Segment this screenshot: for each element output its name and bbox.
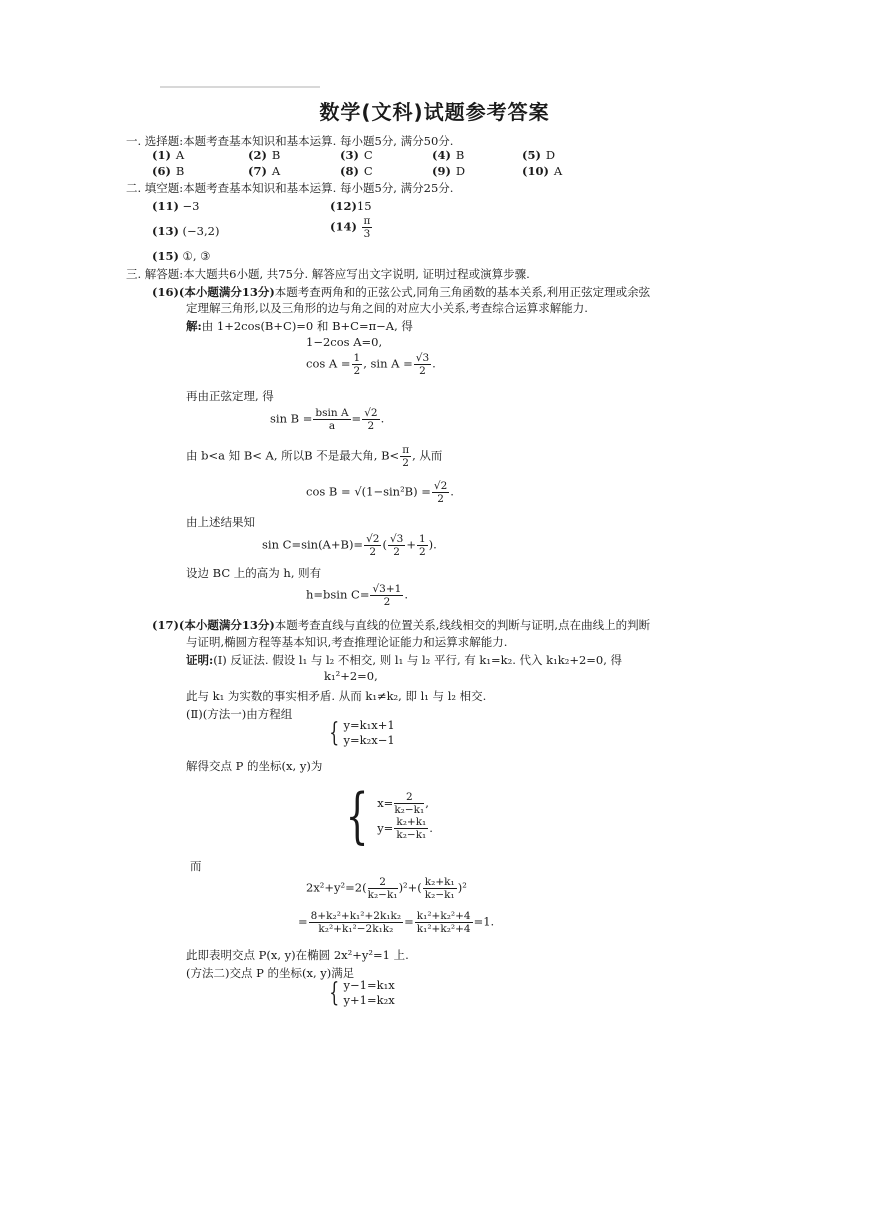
choice-answer-3: (3) C xyxy=(340,148,373,162)
answer-11: (11) −3 xyxy=(152,199,200,213)
q16-desc-line2: 定理解三角形,以及三角形的边与角之间的对应大小关系,考查综合运算求解能力. xyxy=(186,301,588,315)
q17-desc-line2: 与证明,椭圆方程等基本知识,考查推理论证能力和运算求解能力. xyxy=(186,635,508,649)
q17-solution-xy: { x= $\frac{2}{\text{k₂−k₁}}$ , y= $\frac{\text{k₂+k₁}}{\text{k₂−k₁}}$ . xyxy=(345,781,433,851)
q16-height: 设边 BC 上的高为 h, 则有 xyxy=(186,566,322,580)
choice-answer-1: (1) A xyxy=(152,148,185,162)
choice-answer-5: (5) D xyxy=(522,148,556,162)
q17-and: 而 xyxy=(190,859,202,873)
section-3-heading: 三. 解答题:本大题共6小题, 共75分. 解答应写出文字说明, 证明过程或演算步骤. xyxy=(126,267,530,281)
answer-15: (15) ①, ③ xyxy=(152,249,211,263)
choice-answer-9: (9) D xyxy=(432,164,466,178)
q16-eq4: cos B = √(1−sin²B) = $\frac{√2}{2}$ . xyxy=(306,480,454,505)
q16-solution-intro: 解:由 1+2cos(B+C)=0 和 B+C=π−A, 得 xyxy=(186,319,413,333)
choice-answer-6: (6) B xyxy=(152,164,185,178)
q16-eq2: cos A = $\frac{1}{2}$ , sin A = $\frac{√3}{2}$ . xyxy=(306,352,436,377)
choice-answer-7: (7) A xyxy=(248,164,281,178)
q17-ellipse-eq1: 2x²+y²=2( $\frac{2}{\text{k₂−k₁}}$ )²+( $\frac{\text{k₂+k₁}}{\text{k₂−k₁}}$ )² xyxy=(306,876,467,901)
scan-artifact xyxy=(160,86,320,88)
q17-conclusion: 此即表明交点 P(x, y)在椭圆 2x²+y²=1 上. xyxy=(186,948,409,962)
q16-result: 由上述结果知 xyxy=(186,515,255,529)
q16-sine-law: 再由正弦定理, 得 xyxy=(186,389,274,403)
choice-answer-8: (8) C xyxy=(340,164,373,178)
section-2-heading: 二. 填空题:本题考查基本知识和基本运算. 每小题5分, 满分25分. xyxy=(126,181,454,195)
q17-proof-part1: 证明:(Ⅰ) 反证法. 假设 l₁ 与 l₂ 不相交, 则 l₁ 与 l₂ 平行, 有 k₁=k₂. 代入 k₁k₂+2=0, 得 xyxy=(186,653,623,667)
section-1-heading: 一. 选择题:本题考查基本知识和基本运算. 每小题5分, 满分50分. xyxy=(126,134,454,148)
q17-system1: { y=k₁x+1 y=k₂x−1 xyxy=(329,718,395,748)
answer-14: (14) $\frac{\pi}{3}$ xyxy=(330,215,371,240)
page-title: 数学(文科)试题参考答案 xyxy=(319,100,550,124)
q16-eq1: 1−2cos A=0, xyxy=(306,335,383,349)
q16-header: (16)(本小题满分13分)本题考查两角和的正弦公式,同角三角函数的基本关系,利用正弦定理或余弦 xyxy=(152,285,651,299)
answer-13: (13) (−3,2) xyxy=(152,224,220,238)
q17-system2: { y−1=k₁x y+1=k₂x xyxy=(329,978,395,1008)
q16-eq3: sin B = $\frac{\text{bsin A}}{a}$ = $\frac{√2}{2}$ . xyxy=(270,407,385,432)
q17-ellipse-eq2: = $\frac{\text{8+k₂²+k₁²+2k₁k₂}}{\text{k₂²+k₁²−2k₁k₂}}$ = $\frac{\text{k₁²+k₂²+4}}{\text{k₁²+k₂²+4}}$ =1. xyxy=(298,910,495,935)
q17-p1-eq: k₁²+2=0, xyxy=(324,669,378,683)
q16-step: 由 b<a 知 B< A, 所以B 不是最大角, B< $\frac{\pi}{2}$ , 从而 xyxy=(186,444,443,469)
q17-method2: (方法二)交点 P 的坐标(x, y)满足 xyxy=(186,966,355,980)
choice-answer-4: (4) B xyxy=(432,148,465,162)
choice-answer-10: (10) A xyxy=(522,164,563,178)
answer-12: (12)15 xyxy=(330,199,372,213)
q16-eq5: sin C=sin(A+B)= $\frac{√2}{2}$ ( $\frac{√3}{2}$ + $\frac{1}{2}$ ). xyxy=(262,533,437,558)
q17-solve: 解得交点 P 的坐标(x, y)为 xyxy=(186,759,323,773)
q17-contradiction: 此与 k₁ 为实数的事实相矛盾. 从而 k₁≠k₂, 即 l₁ 与 l₂ 相交. xyxy=(186,689,487,703)
q17-method1: (Ⅱ)(方法一)由方程组 xyxy=(186,707,293,721)
q17-header: (17)(本小题满分13分)本题考查直线与直线的位置关系,线线相交的判断与证明,点在曲线上的判断 xyxy=(152,618,651,632)
q16-eq6: h=bsin C= $\frac{√3+1}{2}$ . xyxy=(306,583,408,608)
choice-answer-2: (2) B xyxy=(248,148,281,162)
